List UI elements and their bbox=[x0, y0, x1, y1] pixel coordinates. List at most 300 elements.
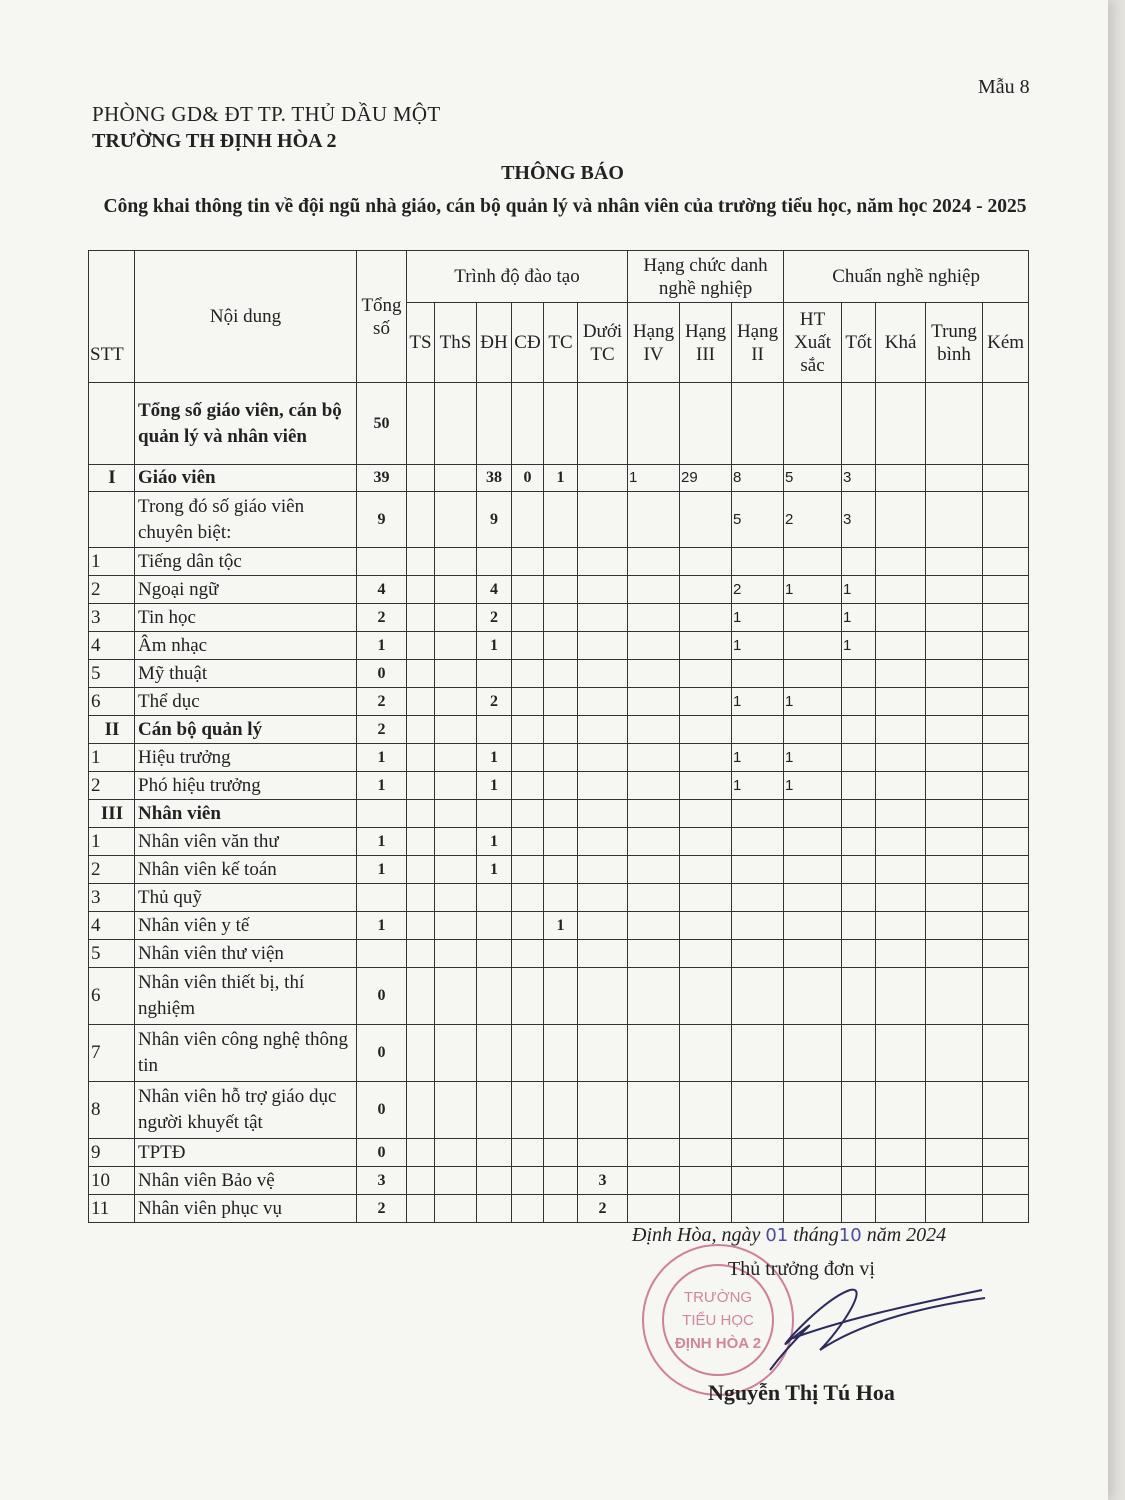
row-cell bbox=[407, 828, 435, 856]
row-cell bbox=[628, 856, 680, 884]
row-cell bbox=[876, 492, 926, 548]
row-stt: 3 bbox=[89, 604, 135, 632]
row-cell bbox=[512, 828, 544, 856]
row-label: Cán bộ quản lý bbox=[135, 716, 357, 744]
row-cell bbox=[578, 1025, 628, 1082]
row-total: 0 bbox=[357, 1139, 407, 1167]
row-cell bbox=[578, 772, 628, 800]
row-cell bbox=[926, 465, 983, 492]
row-stt: 2 bbox=[89, 772, 135, 800]
col-content: Nội dung bbox=[135, 251, 357, 383]
row-total: 39 bbox=[357, 465, 407, 492]
table-row bbox=[89, 884, 1029, 912]
col-group-training: Trình độ đào tạo bbox=[407, 251, 628, 303]
row-label: Mỹ thuật bbox=[135, 660, 357, 688]
row-cell bbox=[842, 912, 876, 940]
row-cell bbox=[876, 465, 926, 492]
row-cell bbox=[926, 940, 983, 968]
row-cell bbox=[842, 1195, 876, 1223]
row-cell bbox=[512, 884, 544, 912]
row-label: Thể dục bbox=[135, 688, 357, 716]
row-cell bbox=[407, 940, 435, 968]
row-cell bbox=[544, 604, 578, 632]
row-cell bbox=[784, 1025, 842, 1082]
row-cell bbox=[784, 604, 842, 632]
row-cell bbox=[407, 1195, 435, 1223]
row-total: 1 bbox=[357, 912, 407, 940]
row-cell bbox=[926, 548, 983, 576]
row-total: 50 bbox=[357, 383, 407, 465]
row-cell bbox=[876, 604, 926, 632]
row-cell bbox=[876, 383, 926, 465]
row-cell bbox=[512, 548, 544, 576]
row-cell: 2 bbox=[477, 688, 512, 716]
row-cell bbox=[407, 856, 435, 884]
row-cell bbox=[512, 688, 544, 716]
row-cell bbox=[407, 576, 435, 604]
row-cell bbox=[628, 800, 680, 828]
row-cell bbox=[926, 1082, 983, 1139]
row-cell bbox=[435, 1139, 477, 1167]
row-cell bbox=[784, 884, 842, 912]
row-cell bbox=[876, 576, 926, 604]
row-cell bbox=[926, 604, 983, 632]
row-cell bbox=[876, 884, 926, 912]
row-cell bbox=[578, 856, 628, 884]
row-cell bbox=[983, 548, 1029, 576]
row-stt: 1 bbox=[89, 828, 135, 856]
row-cell bbox=[842, 1167, 876, 1195]
row-cell bbox=[578, 604, 628, 632]
notice-subtitle: Công khai thông tin về đội ngũ nhà giáo, cán bộ quản lý và nhân viên của trường tiểu học, năm học 2024 - 2025 bbox=[103, 196, 1027, 217]
row-cell bbox=[926, 1139, 983, 1167]
row-cell bbox=[784, 1167, 842, 1195]
row-stt: 3 bbox=[89, 884, 135, 912]
row-cell bbox=[512, 968, 544, 1025]
row-cell bbox=[732, 383, 784, 465]
row-cell bbox=[876, 1025, 926, 1082]
row-cell bbox=[732, 716, 784, 744]
table-row bbox=[89, 465, 1029, 492]
row-cell bbox=[876, 688, 926, 716]
table-row bbox=[89, 856, 1029, 884]
row-cell bbox=[407, 383, 435, 465]
row-cell bbox=[983, 632, 1029, 660]
col-cd: CĐ bbox=[512, 303, 544, 383]
table-row bbox=[89, 828, 1029, 856]
row-cell bbox=[876, 968, 926, 1025]
row-cell bbox=[628, 383, 680, 465]
row-cell bbox=[578, 968, 628, 1025]
row-cell bbox=[512, 912, 544, 940]
row-cell bbox=[983, 856, 1029, 884]
row-cell bbox=[784, 548, 842, 576]
row-cell bbox=[680, 772, 732, 800]
row-stt bbox=[89, 492, 135, 548]
row-total: 0 bbox=[357, 1082, 407, 1139]
row-cell bbox=[876, 856, 926, 884]
row-cell bbox=[628, 912, 680, 940]
row-label: Tin học bbox=[135, 604, 357, 632]
col-total: Tổng số bbox=[357, 251, 407, 383]
row-cell bbox=[680, 800, 732, 828]
row-cell bbox=[784, 1082, 842, 1139]
row-label: Nhân viên y tế bbox=[135, 912, 357, 940]
row-cell bbox=[983, 884, 1029, 912]
table-row bbox=[89, 576, 1029, 604]
row-label: Nhân viên thiết bị, thí nghiệm bbox=[135, 968, 357, 1025]
row-cell bbox=[926, 1167, 983, 1195]
row-cell bbox=[680, 1167, 732, 1195]
col-kem: Kém bbox=[983, 303, 1029, 383]
row-cell bbox=[407, 1025, 435, 1082]
row-cell bbox=[578, 465, 628, 492]
row-cell bbox=[407, 716, 435, 744]
row-cell bbox=[407, 772, 435, 800]
month-label: tháng bbox=[793, 1224, 839, 1246]
row-cell bbox=[983, 1025, 1029, 1082]
row-cell bbox=[926, 1025, 983, 1082]
row-cell bbox=[680, 548, 732, 576]
table-row bbox=[89, 940, 1029, 968]
row-cell bbox=[732, 968, 784, 1025]
row-cell bbox=[876, 548, 926, 576]
row-total: 1 bbox=[357, 772, 407, 800]
row-cell bbox=[842, 828, 876, 856]
row-cell bbox=[784, 716, 842, 744]
row-cell bbox=[512, 772, 544, 800]
row-cell bbox=[732, 1195, 784, 1223]
row-cell bbox=[842, 383, 876, 465]
row-cell bbox=[983, 716, 1029, 744]
row-stt: 10 bbox=[89, 1167, 135, 1195]
row-cell bbox=[680, 1139, 732, 1167]
row-total: 0 bbox=[357, 660, 407, 688]
row-cell bbox=[628, 884, 680, 912]
row-cell: 3 bbox=[842, 465, 876, 492]
row-cell bbox=[544, 383, 578, 465]
row-cell bbox=[842, 856, 876, 884]
row-cell bbox=[512, 492, 544, 548]
row-cell bbox=[784, 856, 842, 884]
row-cell: 1 bbox=[544, 465, 578, 492]
row-cell bbox=[407, 688, 435, 716]
row-cell bbox=[477, 884, 512, 912]
col-hang-ii: Hạng II bbox=[732, 303, 784, 383]
col-kha: Khá bbox=[876, 303, 926, 383]
row-total: 2 bbox=[357, 604, 407, 632]
col-dh: ĐH bbox=[477, 303, 512, 383]
row-cell bbox=[477, 800, 512, 828]
row-cell bbox=[578, 744, 628, 772]
row-label: Nhân viên kế toán bbox=[135, 856, 357, 884]
row-cell bbox=[544, 772, 578, 800]
row-cell bbox=[680, 912, 732, 940]
row-cell bbox=[435, 884, 477, 912]
row-cell bbox=[578, 912, 628, 940]
row-cell bbox=[544, 968, 578, 1025]
row-cell: 1 bbox=[477, 856, 512, 884]
row-cell bbox=[926, 968, 983, 1025]
row-cell bbox=[435, 465, 477, 492]
row-cell bbox=[926, 912, 983, 940]
row-cell bbox=[435, 604, 477, 632]
row-stt: 4 bbox=[89, 912, 135, 940]
row-cell bbox=[407, 800, 435, 828]
head-of-unit-title: Thủ trưởng đơn vị bbox=[728, 1258, 875, 1280]
row-cell bbox=[628, 828, 680, 856]
row-cell bbox=[578, 1082, 628, 1139]
row-cell bbox=[680, 604, 732, 632]
row-cell bbox=[512, 660, 544, 688]
row-cell bbox=[407, 744, 435, 772]
row-cell bbox=[842, 1139, 876, 1167]
row-label: Tiếng dân tộc bbox=[135, 548, 357, 576]
row-label: Nhân viên phục vụ bbox=[135, 1195, 357, 1223]
row-cell bbox=[512, 716, 544, 744]
row-label: Nhân viên Bảo vệ bbox=[135, 1167, 357, 1195]
row-stt: 1 bbox=[89, 548, 135, 576]
row-cell bbox=[578, 688, 628, 716]
row-cell bbox=[926, 884, 983, 912]
row-cell bbox=[512, 856, 544, 884]
row-cell bbox=[477, 1082, 512, 1139]
row-cell: 8 bbox=[732, 465, 784, 492]
col-tot: Tốt bbox=[842, 303, 876, 383]
row-cell bbox=[983, 383, 1029, 465]
table-row bbox=[89, 912, 1029, 940]
row-stt: 1 bbox=[89, 744, 135, 772]
row-stt bbox=[89, 383, 135, 465]
col-ts: TS bbox=[407, 303, 435, 383]
row-cell: 1 bbox=[842, 604, 876, 632]
row-cell bbox=[983, 968, 1029, 1025]
row-cell bbox=[407, 1082, 435, 1139]
row-total: 3 bbox=[357, 1167, 407, 1195]
row-cell: 1 bbox=[732, 688, 784, 716]
row-cell bbox=[477, 1139, 512, 1167]
row-cell bbox=[477, 383, 512, 465]
row-cell bbox=[435, 744, 477, 772]
row-cell bbox=[512, 1195, 544, 1223]
row-cell bbox=[435, 660, 477, 688]
row-cell bbox=[407, 1139, 435, 1167]
table-row bbox=[89, 744, 1029, 772]
row-cell bbox=[784, 1139, 842, 1167]
row-cell bbox=[435, 576, 477, 604]
row-cell bbox=[407, 1167, 435, 1195]
row-cell bbox=[983, 828, 1029, 856]
row-cell bbox=[544, 548, 578, 576]
row-cell bbox=[732, 1025, 784, 1082]
row-cell bbox=[578, 800, 628, 828]
row-cell bbox=[983, 772, 1029, 800]
row-cell bbox=[435, 492, 477, 548]
row-cell bbox=[544, 828, 578, 856]
row-cell bbox=[732, 828, 784, 856]
row-cell: 1 bbox=[784, 772, 842, 800]
row-cell bbox=[842, 772, 876, 800]
row-label: Trong đó số giáo viên chuyên biệt: bbox=[135, 492, 357, 548]
row-cell bbox=[732, 940, 784, 968]
row-cell bbox=[628, 1195, 680, 1223]
row-cell: 4 bbox=[477, 576, 512, 604]
row-cell bbox=[680, 744, 732, 772]
row-cell bbox=[544, 1167, 578, 1195]
school-name: TRƯỜNG TH ĐỊNH HÒA 2 bbox=[92, 130, 337, 152]
row-cell bbox=[876, 1082, 926, 1139]
row-cell: 1 bbox=[784, 576, 842, 604]
row-cell bbox=[407, 604, 435, 632]
row-cell bbox=[628, 940, 680, 968]
row-cell bbox=[628, 1082, 680, 1139]
row-cell bbox=[477, 660, 512, 688]
row-cell bbox=[876, 828, 926, 856]
row-cell bbox=[983, 1195, 1029, 1223]
row-label: Tổng số giáo viên, cán bộ quản lý và nhân viên bbox=[135, 383, 357, 465]
row-cell: 0 bbox=[512, 465, 544, 492]
row-cell bbox=[578, 492, 628, 548]
row-cell: 1 bbox=[784, 744, 842, 772]
row-cell bbox=[876, 716, 926, 744]
row-label: Phó hiệu trưởng bbox=[135, 772, 357, 800]
row-total: 4 bbox=[357, 576, 407, 604]
row-cell bbox=[842, 688, 876, 716]
row-cell bbox=[876, 632, 926, 660]
row-cell bbox=[680, 660, 732, 688]
row-cell bbox=[926, 800, 983, 828]
row-cell bbox=[842, 660, 876, 688]
row-label: Âm nhạc bbox=[135, 632, 357, 660]
table-row bbox=[89, 660, 1029, 688]
row-cell bbox=[628, 968, 680, 1025]
row-cell bbox=[407, 912, 435, 940]
row-cell bbox=[578, 1139, 628, 1167]
row-cell bbox=[578, 828, 628, 856]
row-cell bbox=[732, 856, 784, 884]
table-row bbox=[89, 604, 1029, 632]
row-total: 1 bbox=[357, 744, 407, 772]
row-cell bbox=[628, 1139, 680, 1167]
row-cell bbox=[544, 660, 578, 688]
row-cell bbox=[544, 576, 578, 604]
row-cell bbox=[926, 688, 983, 716]
row-cell bbox=[680, 828, 732, 856]
svg-text:TIỂU HỌC: TIỂU HỌC bbox=[682, 1312, 754, 1329]
date-year: năm 2024 bbox=[866, 1224, 947, 1246]
row-cell bbox=[477, 968, 512, 1025]
row-cell bbox=[926, 828, 983, 856]
row-cell bbox=[983, 465, 1029, 492]
row-cell bbox=[784, 940, 842, 968]
row-cell bbox=[477, 716, 512, 744]
col-hang-iii: Hạng III bbox=[680, 303, 732, 383]
row-total bbox=[357, 548, 407, 576]
row-cell bbox=[407, 465, 435, 492]
row-cell bbox=[983, 940, 1029, 968]
row-cell bbox=[680, 940, 732, 968]
row-cell bbox=[876, 772, 926, 800]
row-total: 0 bbox=[357, 968, 407, 1025]
row-cell bbox=[435, 548, 477, 576]
row-cell bbox=[926, 660, 983, 688]
row-label: Nhân viên văn thư bbox=[135, 828, 357, 856]
col-ths: ThS bbox=[435, 303, 477, 383]
table-row bbox=[89, 1082, 1029, 1139]
row-total bbox=[357, 884, 407, 912]
row-cell bbox=[578, 884, 628, 912]
col-group-standard: Chuẩn nghề nghiệp bbox=[784, 251, 1029, 303]
row-cell bbox=[842, 548, 876, 576]
row-cell bbox=[983, 576, 1029, 604]
row-stt: 9 bbox=[89, 1139, 135, 1167]
row-cell bbox=[876, 1167, 926, 1195]
row-cell bbox=[784, 828, 842, 856]
row-cell bbox=[578, 940, 628, 968]
row-stt: 7 bbox=[89, 1025, 135, 1082]
row-cell: 2 bbox=[578, 1195, 628, 1223]
row-cell: 1 bbox=[544, 912, 578, 940]
row-label: Ngoại ngữ bbox=[135, 576, 357, 604]
row-cell bbox=[435, 1195, 477, 1223]
department-name: PHÒNG GD& ĐT TP. THỦ DẦU MỘT bbox=[92, 102, 441, 126]
row-cell bbox=[407, 492, 435, 548]
row-cell bbox=[876, 912, 926, 940]
row-cell bbox=[680, 632, 732, 660]
date-month: 10 bbox=[838, 1225, 862, 1246]
date-day: 01 bbox=[765, 1225, 789, 1246]
row-stt: 6 bbox=[89, 968, 135, 1025]
row-cell: 2 bbox=[477, 604, 512, 632]
row-cell bbox=[544, 688, 578, 716]
row-cell bbox=[732, 912, 784, 940]
row-cell bbox=[544, 884, 578, 912]
row-cell bbox=[732, 660, 784, 688]
row-cell bbox=[628, 660, 680, 688]
row-cell bbox=[435, 632, 477, 660]
row-total: 2 bbox=[357, 688, 407, 716]
row-cell bbox=[512, 1139, 544, 1167]
row-cell: 3 bbox=[842, 492, 876, 548]
row-cell: 2 bbox=[732, 576, 784, 604]
row-cell bbox=[407, 884, 435, 912]
row-cell bbox=[983, 744, 1029, 772]
row-cell bbox=[628, 1167, 680, 1195]
row-cell bbox=[926, 772, 983, 800]
row-cell bbox=[926, 492, 983, 548]
row-cell bbox=[628, 772, 680, 800]
row-cell bbox=[983, 1082, 1029, 1139]
row-total: 9 bbox=[357, 492, 407, 548]
row-stt: 5 bbox=[89, 940, 135, 968]
row-cell bbox=[544, 940, 578, 968]
row-cell bbox=[578, 548, 628, 576]
row-cell bbox=[876, 660, 926, 688]
row-label: TPTĐ bbox=[135, 1139, 357, 1167]
row-total: 2 bbox=[357, 1195, 407, 1223]
col-duoi-tc: Dưới TC bbox=[578, 303, 628, 383]
row-cell bbox=[544, 1195, 578, 1223]
row-cell bbox=[784, 383, 842, 465]
row-cell: 1 bbox=[784, 688, 842, 716]
row-cell bbox=[983, 492, 1029, 548]
col-stt: STT bbox=[89, 251, 135, 383]
row-cell bbox=[628, 492, 680, 548]
row-cell bbox=[784, 660, 842, 688]
row-cell bbox=[876, 1195, 926, 1223]
row-cell bbox=[578, 660, 628, 688]
notice-title: THÔNG BÁO bbox=[501, 162, 624, 184]
